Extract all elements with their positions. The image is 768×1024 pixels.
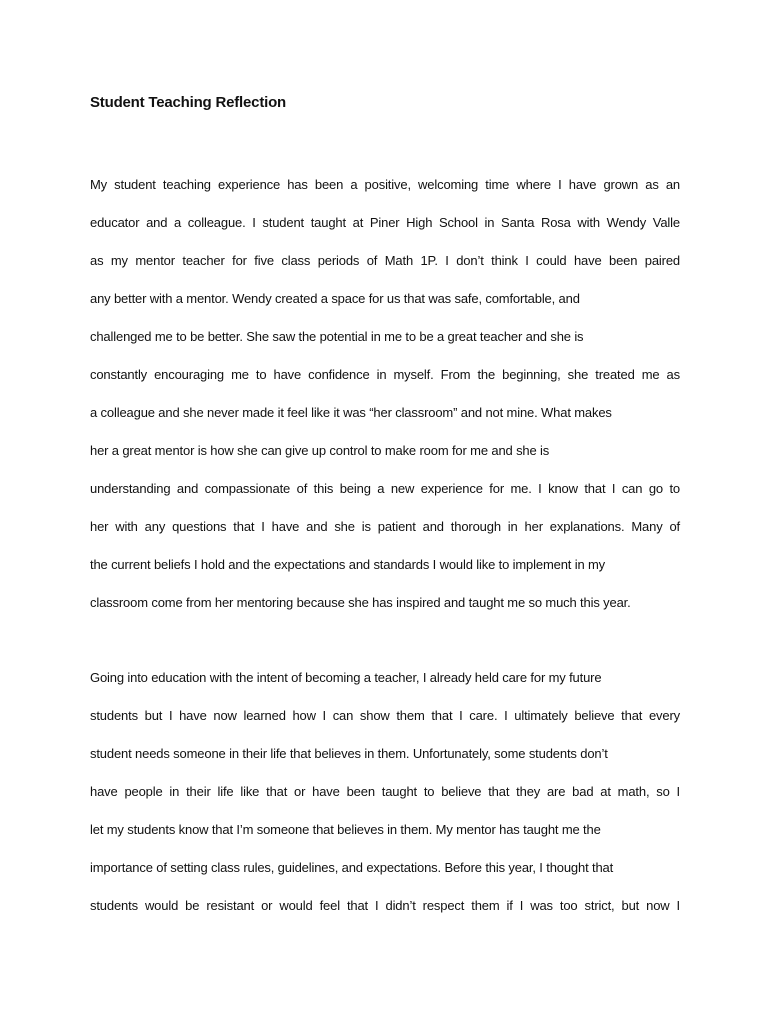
- paragraph-line: educator and a colleague. I student taught at Piner High School in Santa Rosa with Wendy Valle: [90, 215, 680, 230]
- paragraph-line: a colleague and she never made it feel like it was “her classroom” and not mine. What makes: [90, 405, 612, 420]
- paragraph-line: as my mentor teacher for five class periods of Math 1P. I don’t think I could have been paired: [90, 253, 680, 268]
- paragraph-line: classroom come from her mentoring because she has inspired and taught me so much this year.: [90, 595, 631, 610]
- paragraph-line: importance of setting class rules, guidelines, and expectations. Before this year, I thought that: [90, 860, 614, 875]
- paragraph-line: her a great mentor is how she can give up control to make room for me and she is: [90, 443, 550, 458]
- paragraph-line: constantly encouraging me to have confidence in myself. From the beginning, she treated me as: [90, 367, 680, 382]
- paragraph-line: have people in their life like that or have been taught to believe that they are bad at math, so I: [90, 784, 680, 799]
- paragraph-line: Going into education with the intent of becoming a teacher, I already held care for my future: [90, 670, 602, 685]
- document-title: Student Teaching Reflection: [90, 94, 287, 111]
- paragraph-line: students but I have now learned how I can show them that I care. I ultimately believe that every: [90, 708, 680, 723]
- paragraph-line: student needs someone in their life that believes in them. Unfortunately, some students don’t: [90, 746, 608, 761]
- paragraph-line: My student teaching experience has been a positive, welcoming time where I have grown as an: [90, 177, 680, 192]
- paragraph-line: her with any questions that I have and she is patient and thorough in her explanations. Many of: [90, 519, 680, 534]
- paragraph-line: challenged me to be better. She saw the potential in me to be a great teacher and she is: [90, 329, 584, 344]
- paragraph-line: let my students know that I’m someone that believes in them. My mentor has taught me the: [90, 822, 601, 837]
- paragraph-line: students would be resistant or would feel that I didn’t respect them if I was too strict, but now I: [90, 898, 680, 913]
- paragraph-line: any better with a mentor. Wendy created a space for us that was safe, comfortable, and: [90, 291, 580, 306]
- paragraph-line: the current beliefs I hold and the expectations and standards I would like to implement in my: [90, 557, 606, 572]
- paragraph-line: understanding and compassionate of this being a new experience for me. I know that I can go to: [90, 481, 680, 496]
